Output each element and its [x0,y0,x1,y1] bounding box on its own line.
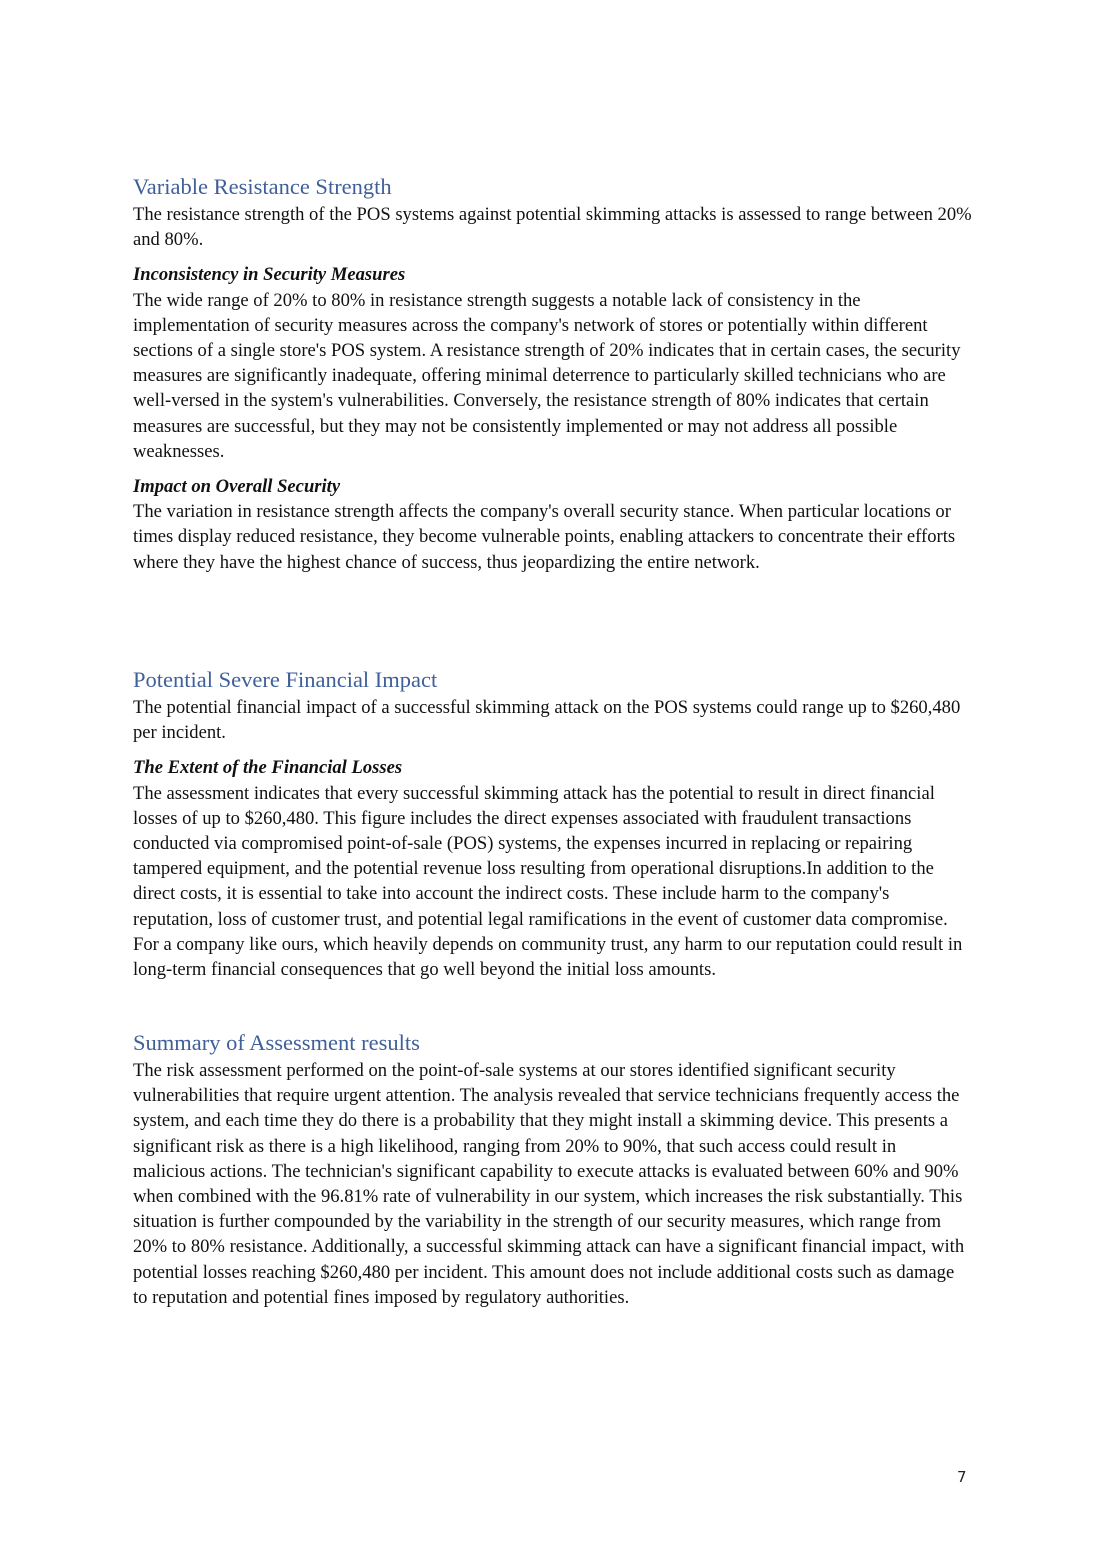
section-intro: The resistance strength of the POS systems against potential skimming attacks is assessed to range between 20% and 80%. [133,204,972,251]
subsection-body: The assessment indicates that every successful skimming attack has the potential to result in direct financial losses of up to $260,480. This figure includes the direct expenses associated with fraudulent transactions conducted via compromised point-of-sale (POS) systems, the expenses incurred in replacing or repairing tampered equipment, and the potential revenue loss resulting from operational disruptions.In addition to the direct costs, it is essential to take into account the indirect costs. These include harm to the company's reputation, loss of customer trust, and potential legal ramifications in the event of customer data compromise. For a company like ours, which heavily depends on community trust, any harm to our reputation could result in long-term financial consequences that go well beyond the initial loss amounts. [133,782,963,981]
section-intro: The potential financial impact of a successful skimming attack on the POS systems could range up to $260,480 per incident. [133,697,961,744]
section-heading: Variable Resistance Strength [133,174,392,199]
subsection-heading: The Extent of the Financial Losses [133,757,403,779]
subsection-body: The wide range of 20% to 80% in resistance strength suggests a notable lack of consistency in the implementation of security measures across the company's network of stores or potentially within different sections of a single store's POS system. A resistance strength of 20% indicates that in certain cases, the security measures are significantly inadequate, offering minimal deterrence to particularly skilled technicians who are well-versed in the system's vulnerabilities. Conversely, the resistance strength of 80% indicates that certain measures are successful, but they may not be consistently implemented or may not address all possible weaknesses. [133,289,961,462]
section-summary-of-assessment-results [133,1028,973,1310]
section-heading: Summary of Assessment results [133,1030,420,1055]
section-potential-severe-financial-impact [133,665,973,982]
section-heading: Potential Severe Financial Impact [133,667,438,692]
section-intro: The risk assessment performed on the point-of-sale systems at our stores identified significant security vulnerabilities that require urgent attention. The analysis revealed that service technicians frequently access the system, and each time they do there is a probability that they might install a skimming device. This presents a significant risk as there is a high likelihood, ranging from 20% to 90%, that such access could result in malicious actions. The technician's significant capability to execute attacks is evaluated between 60% and 90% when combined with the 96.81% rate of vulnerability in our system, which increases the risk substantially. This situation is further compounded by the variability in the strength of our security measures, which range from 20% to 80% resistance. Additionally, a successful skimming attack can have a significant financial impact, with potential losses reaching $260,480 per incident. This amount does not include additional costs such as damage to reputation and potential fines imposed by regulatory authorities. [133,1060,965,1308]
subsection-heading: Impact on Overall Security [133,476,341,498]
subsection-heading: Inconsistency in Security Measures [133,264,406,286]
page-number: 7 [957,1468,967,1486]
section-variable-resistance-strength [133,172,973,575]
subsection-body: The variation in resistance strength affects the company's overall security stance. When particular locations or times display reduced resistance, they become vulnerable points, enabling attackers to concentrate their efforts where they have the highest chance of success, thus jeopardizing the entire network. [133,501,956,573]
